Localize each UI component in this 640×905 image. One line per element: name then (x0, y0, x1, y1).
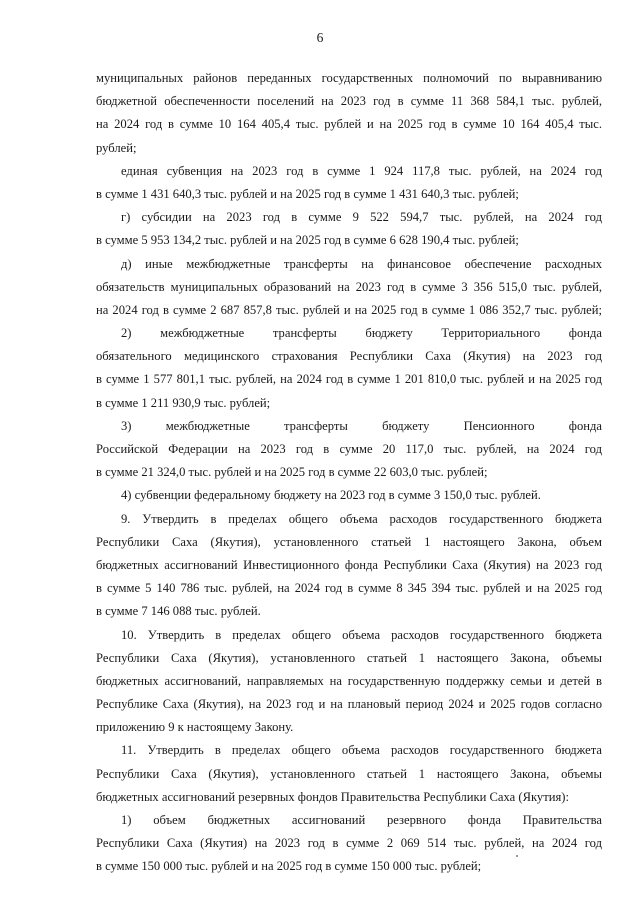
text-line: в сумме 150 000 тыс. рублей и на 2025 год в сумме 150 000 тыс. рублей; (96, 859, 482, 874)
text-line: Республики Саха (Якутия) на 2023 год в сумме 2 069 514 тыс. рублей, на 2024 год (96, 836, 602, 851)
text-line: 11. Утвердить в пределах общего объема расходов государственного бюджета (121, 743, 602, 758)
text-line: в сумме 1 211 930,9 тыс. рублей; (96, 395, 271, 410)
text-line: Республике Саха (Якутия), на 2023 год и на плановый период 2024 и 2025 годов согласно (96, 697, 602, 712)
text-line: г) субсидии на 2023 год в сумме 9 522 594,7 тыс. рублей, на 2024 год (121, 210, 602, 225)
text-line: Республики Саха (Якутия), установленного статьей 1 настоящего Закона, объемы (96, 650, 602, 665)
text-line: 3) межбюджетные трансферты бюджету Пенсионного фонда (121, 418, 602, 433)
text-line: в сумме 5 953 134,2 тыс. рублей и на 2025 год в сумме 6 628 190,4 тыс. рублей; (96, 233, 519, 248)
text-line: обязательств муниципальных образований на 2023 год в сумме 3 356 515,0 тыс. рублей, (96, 279, 602, 294)
text-line: в сумме 1 577 801,1 тыс. рублей, на 2024 год в сумме 1 201 810,0 тыс. рублей и на 2025 год (96, 372, 602, 387)
text-line: бюджетной обеспеченности поселений на 2023 год в сумме 11 368 584,1 тыс. рублей, (96, 94, 602, 109)
text-line: обязательного медицинского страхования Республики Саха (Якутия) на 2023 год (96, 349, 602, 364)
text-line: бюджетных ассигнований, направляемых на государственную поддержку семьи и детей в (96, 673, 602, 688)
text-line: 9. Утвердить в пределах общего объема расходов государственного бюджета (121, 511, 602, 526)
scan-speck (516, 855, 518, 857)
text-line: рублей; (96, 140, 137, 155)
text-line: в сумме 1 431 640,3 тыс. рублей и на 2025 год в сумме 1 431 640,3 тыс. рублей; (96, 186, 519, 201)
page-number: 6 (316, 30, 324, 45)
text-line: в сумме 5 140 786 тыс. рублей, на 2024 год в сумме 8 345 394 тыс. рублей и на 2025 год (96, 581, 602, 596)
text-line: Российской Федерации на 2023 год в сумме 20 117,0 тыс. рублей, на 2024 год (96, 442, 602, 456)
text-line: на 2024 год в сумме 10 164 405,4 тыс. рублей и на 2025 год в сумме 10 164 405,4 тыс. (96, 117, 602, 132)
text-line: 1) объем бюджетных ассигнований резервного фонда Правительства (121, 813, 602, 827)
text-line: единая субвенция на 2023 год в сумме 1 924 117,8 тыс. рублей, на 2024 год (121, 163, 602, 178)
text-line: бюджетных ассигнований Инвестиционного фонда Республики Саха (Якутия) на 2023 год (96, 557, 602, 572)
text-line: муниципальных районов переданных государственных полномочий по выравниванию (96, 71, 602, 85)
text-line: бюджетных ассигнований резервных фондов Правительства Республики Саха (Якутия): (96, 789, 569, 804)
text-line: Республики Саха (Якутия), установленного статьей 1 настоящего Закона, объем (96, 534, 602, 549)
text-line: д) иные межбюджетные трансферты на финансовое обеспечение расходных (121, 256, 602, 271)
text-line: 10. Утвердить в пределах общего объема расходов государственного бюджета (121, 627, 602, 642)
document-body (96, 67, 602, 879)
text-line: в сумме 7 146 088 тыс. рублей. (96, 604, 261, 619)
text-line: на 2024 год в сумме 2 687 857,8 тыс. рублей и на 2025 год в сумме 1 086 352,7 тыс. рублей; (96, 302, 602, 317)
text-line: приложению 9 к настоящему Закону. (96, 720, 294, 735)
text-line: 4) субвенции федеральному бюджету на 2023 год в сумме 3 150,0 тыс. рублей. (121, 488, 541, 503)
text-line: 2) межбюджетные трансферты бюджету Территориального фонда (121, 326, 602, 341)
text-line: Республики Саха (Якутия), установленного статьей 1 настоящего Закона, объемы (96, 766, 602, 781)
text-line: в сумме 21 324,0 тыс. рублей и на 2025 год в сумме 22 603,0 тыс. рублей; (96, 465, 488, 480)
